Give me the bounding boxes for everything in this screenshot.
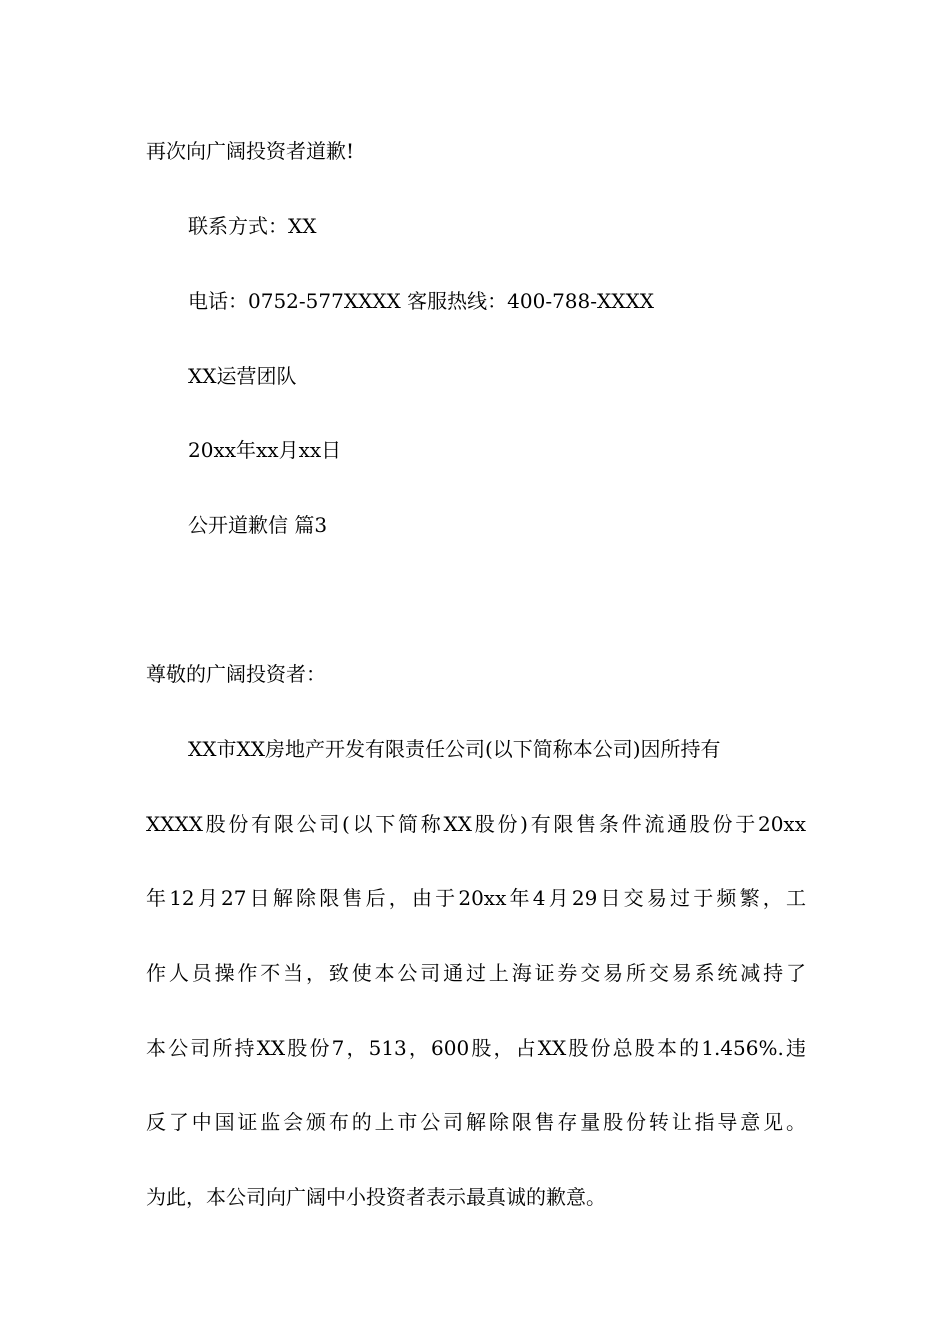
date-line: 20xx年xx月xx日 [188,438,342,462]
body-line-3: 年12月27日解除限售后，由于20xx年4月29日交易过于频繁，工 [146,886,806,910]
contact-line: 联系方式：XX [188,214,317,238]
closing-line: 再次向广阔投资者道歉! [146,139,355,163]
body-line-6: 反了中国证监会颁布的上市公司解除限售存量股份转让指导意见。 [146,1110,806,1134]
section-title: 公开道歉信 篇3 [188,513,328,537]
body-line-5: 本公司所持XX股份7，513，600股，占XX股份总股本的1.456%.违 [146,1036,806,1060]
phone-line: 电话：0752-577XXXX 客服热线：400-788-XXXX [188,289,654,313]
body-line-4: 作人员操作不当，致使本公司通过上海证券交易所交易系统减持了 [146,961,806,985]
body-line-2: XXXX股份有限公司(以下简称XX股份)有限售条件流通股份于20xx [146,812,806,836]
body-line-1: XX市XX房地产开发有限责任公司(以下简称本公司)因所持有 [188,737,721,761]
salutation: 尊敬的广阔投资者： [146,662,326,686]
team-signature: XX运营团队 [188,364,297,388]
body-line-7: 为此，本公司向广阔中小投资者表示最真诚的歉意。 [146,1185,606,1209]
